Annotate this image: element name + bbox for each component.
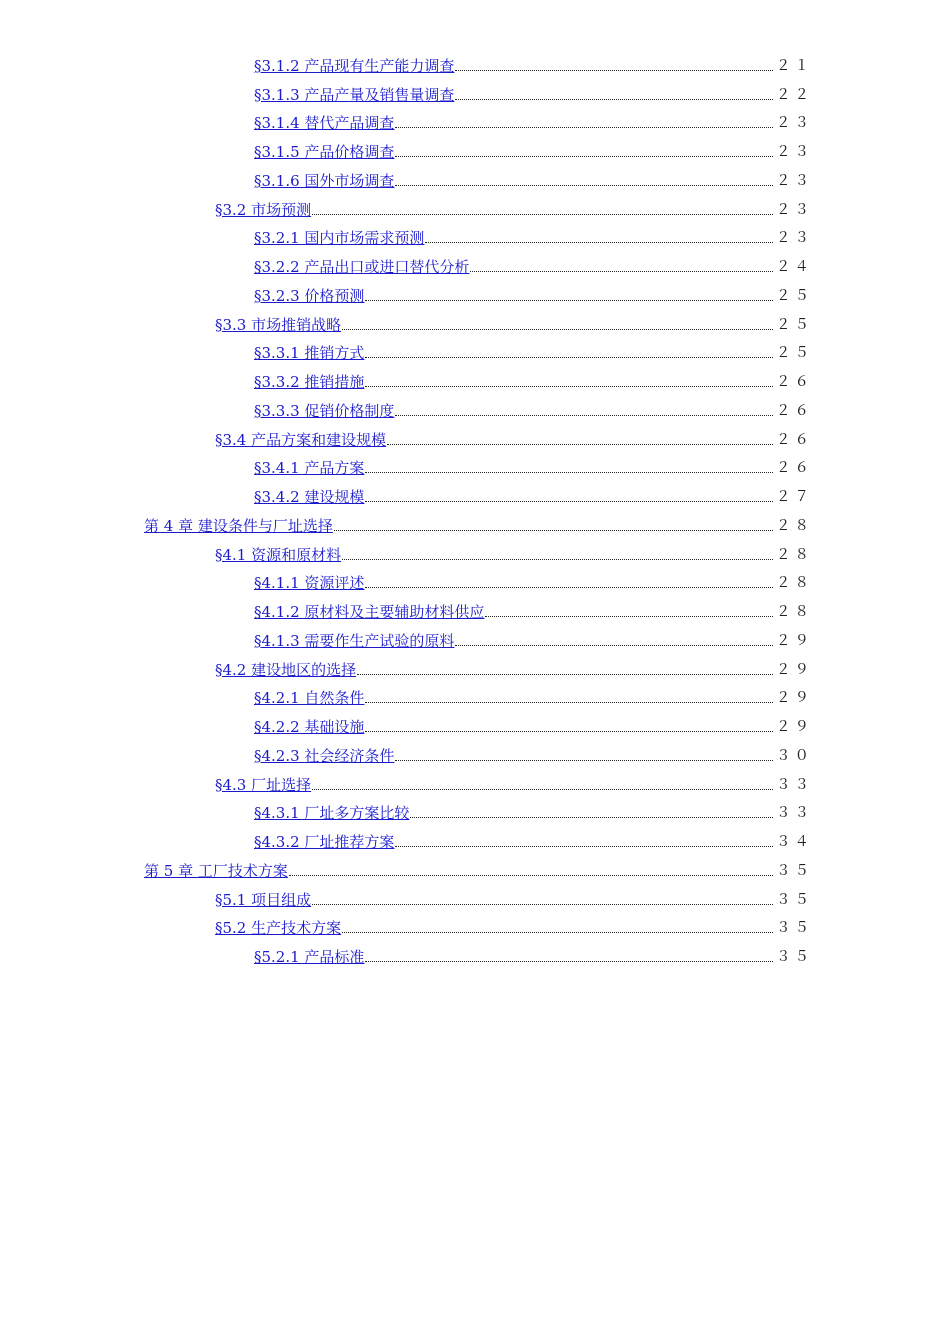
dot-leader [485,616,773,617]
toc-entry-title[interactable]: §3.1.3 产品产量及销售量调查 [254,85,455,104]
toc-row [0,565,950,594]
dot-leader [365,731,773,732]
toc-page-number: ２６ [776,431,813,448]
toc-entry-title[interactable]: §3.1.2 产品现有生产能力调查 [254,56,455,75]
toc-row [0,680,950,709]
toc-entry-title[interactable]: §3.2.1 国内市场需求预测 [254,229,425,248]
dot-leader [395,156,773,157]
toc-entry-title[interactable]: §4.2.1 自然条件 [254,689,365,708]
dot-leader [312,214,773,215]
toc-entry-link[interactable] [254,56,813,76]
toc-row [0,593,950,622]
dot-leader [395,760,773,761]
toc-entry-link[interactable] [144,861,813,881]
toc-entry-title[interactable]: 第 5 章 工厂技术方案 [144,861,288,880]
toc-row [0,795,950,824]
dot-leader [342,559,773,560]
toc-entry-title[interactable]: §3.2.3 价格预测 [254,286,365,305]
toc-page-number: ３５ [776,862,813,879]
toc-row [0,105,950,134]
toc-entry-link[interactable] [144,516,813,536]
toc-page-number: ２６ [776,402,813,419]
toc-entry-title[interactable]: §3.3.3 促销价格制度 [254,401,395,420]
toc-page-number: ２５ [776,287,813,304]
toc-entry-title[interactable]: §3.1.6 国外市场调查 [254,171,395,190]
toc-entry-link[interactable] [254,401,813,421]
dot-leader [395,415,773,416]
toc-entry-link[interactable] [215,200,813,220]
toc-row [0,450,950,479]
toc-entry-title[interactable]: §5.2.1 产品标准 [254,948,365,966]
toc-entry-title[interactable]: §4.3 厂址选择 [215,775,312,794]
toc-entry-link[interactable] [254,85,813,105]
dot-leader [395,185,773,186]
toc-entry-title[interactable]: §4.2.3 社会经济条件 [254,746,395,765]
toc-page-number: ２８ [776,604,813,620]
toc-entry-link[interactable] [254,171,813,191]
toc-entry-link[interactable] [254,631,813,651]
toc-page-number: ２５ [776,316,813,333]
toc-row [0,651,950,680]
toc-page-number: ２３ [776,201,813,218]
toc-entry-title[interactable]: §4.3.1 厂址多方案比较 [254,804,410,823]
toc-row [0,133,950,162]
toc-page-number: ２６ [776,460,813,477]
dot-leader [410,817,773,818]
toc-row [0,363,950,392]
toc-entry-link[interactable] [215,430,813,450]
toc-row [0,220,950,249]
toc-row [0,536,950,565]
toc-entry-title[interactable]: §3.1.5 产品价格调查 [254,143,395,161]
toc-row [0,823,950,852]
toc-row [0,852,950,881]
toc-entry-title[interactable]: §3.2 市场预测 [215,200,312,219]
toc-page-number: ３３ [776,776,813,793]
toc-page-number: ２３ [776,172,813,189]
toc-page-number: ２８ [776,546,813,563]
toc-entry-title[interactable]: §3.4.1 产品方案 [254,459,365,478]
toc-entry-link[interactable] [215,918,813,938]
dot-leader [342,329,773,330]
toc-page-number: ２９ [776,661,813,678]
toc-entry-link[interactable] [215,775,813,795]
toc-row [0,507,950,536]
toc-row [0,478,950,507]
toc-row [0,737,950,766]
toc-entry-link[interactable] [254,286,813,306]
toc-entry-title[interactable]: §4.3.2 厂址推荐方案 [254,833,395,851]
toc-row [0,938,950,967]
toc-page-number: ３５ [776,891,813,908]
toc-row [0,76,950,105]
toc-row [0,708,950,737]
toc-row [0,335,950,364]
toc-page-number: ２６ [776,374,813,390]
toc-entry-link[interactable] [254,458,813,478]
toc-entry-link[interactable] [254,746,813,766]
toc-entry-link[interactable] [254,257,813,277]
toc-page-number: ３５ [776,949,813,965]
toc-entry-link[interactable] [254,113,813,133]
dot-leader [312,904,773,905]
dot-leader [365,501,773,502]
dot-leader [365,587,773,588]
dot-leader [365,472,773,473]
toc-entry-title[interactable]: §4.2.2 基础设施 [254,718,365,736]
dot-leader [289,875,773,876]
toc-row [0,248,950,277]
toc-row [0,421,950,450]
toc-entry-link[interactable] [254,487,813,507]
toc-page-number: ３３ [776,805,813,822]
toc-page-number: ２９ [776,690,813,707]
toc-page-number: ２９ [776,632,813,649]
dot-leader [312,789,773,790]
toc-row [0,277,950,306]
dot-leader [342,932,773,933]
toc-row [0,622,950,651]
toc-row [0,162,950,191]
toc-entry-title[interactable]: §3.2.2 产品出口或进口替代分析 [254,258,470,276]
dot-leader [365,357,773,358]
dot-leader [365,386,773,387]
toc-entry-link[interactable] [254,142,813,162]
toc-page-number: ２８ [776,575,813,592]
toc-row [0,766,950,795]
toc-page-number: ２３ [776,144,813,160]
toc-entry-link[interactable] [215,660,813,680]
toc-entry-title[interactable]: §3.3 市场推销战略 [215,315,342,334]
toc-row [0,47,950,76]
toc-page-number: ２５ [776,345,813,362]
toc-entry-link[interactable] [215,315,813,335]
toc-entry-title[interactable]: §3.1.4 替代产品调查 [254,114,395,133]
toc-entry-link[interactable] [254,573,813,593]
toc-entry-title[interactable]: §5.1 项目组成 [215,890,312,909]
table-of-contents [0,47,950,967]
toc-entry-title[interactable]: 第 4 章 建设条件与厂址选择 [144,516,333,535]
toc-row [0,191,950,220]
dot-leader [455,70,773,71]
dot-leader [455,645,773,646]
toc-page-number: ２３ [776,230,813,247]
toc-row [0,306,950,335]
toc-page-number: ２９ [776,719,813,735]
toc-entry-title[interactable]: §3.4 产品方案和建设规模 [215,430,387,449]
toc-page-number: ２２ [776,86,813,103]
toc-entry-title[interactable]: §3.3.1 推销方式 [254,344,365,363]
toc-page-number: ２１ [776,57,813,74]
toc-page-number: ２８ [776,517,813,534]
toc-entry-link[interactable] [215,545,813,565]
toc-entry-link[interactable] [254,803,813,823]
toc-row [0,392,950,421]
toc-entry-title[interactable]: §4.1.2 原材料及主要辅助材料供应 [254,603,485,621]
toc-entry-title[interactable]: §4.1.3 需要作生产试验的原料 [254,631,455,650]
toc-row [0,910,950,939]
toc-entry-link[interactable] [254,717,813,737]
toc-page-number: ３４ [776,834,813,850]
toc-page-number: ２４ [776,259,813,275]
toc-entry-title[interactable]: §5.2 生产技术方案 [215,919,342,938]
dot-leader [470,271,773,272]
dot-leader [365,300,773,301]
toc-entry-link[interactable] [254,372,813,392]
toc-entry-title[interactable]: §4.2 建设地区的选择 [215,660,357,679]
toc-entry-link[interactable] [254,832,813,852]
toc-entry-link[interactable] [215,890,813,910]
toc-entry-link[interactable] [254,947,813,967]
toc-row [0,881,950,910]
toc-entry-link[interactable] [254,688,813,708]
dot-leader [425,242,773,243]
toc-page-number: ２３ [776,115,813,132]
dot-leader [455,99,773,100]
toc-page-number: ２７ [776,489,813,505]
toc-entry-link[interactable] [254,343,813,363]
dot-leader [334,530,773,531]
toc-entry-title[interactable]: §4.1.1 资源评述 [254,574,365,593]
toc-page-number: ３０ [776,747,813,764]
dot-leader [387,444,773,445]
dot-leader [365,961,773,962]
toc-page-number: ３５ [776,920,813,937]
dot-leader [357,674,773,675]
toc-entry-title[interactable]: §3.4.2 建设规模 [254,488,365,506]
toc-entry-title[interactable]: §4.1 资源和原材料 [215,545,342,564]
dot-leader [395,127,773,128]
toc-entry-link[interactable] [254,228,813,248]
dot-leader [395,846,773,847]
dot-leader [365,702,773,703]
toc-entry-title[interactable]: §3.3.2 推销措施 [254,373,365,391]
toc-entry-link[interactable] [254,602,813,622]
